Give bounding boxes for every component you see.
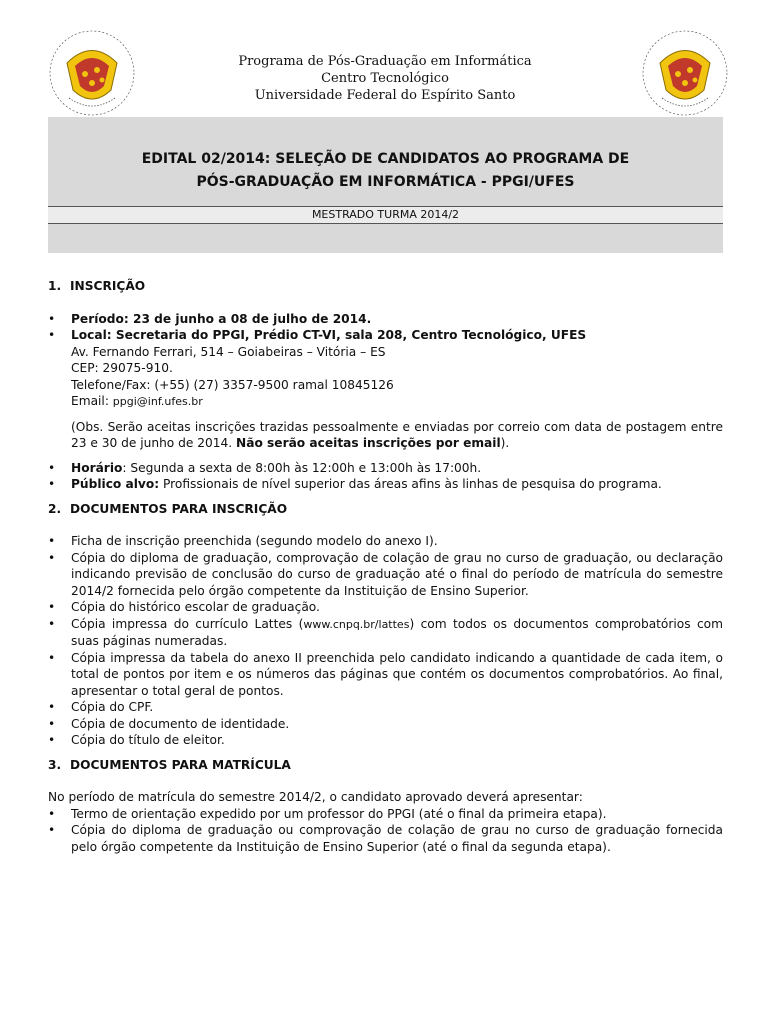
item-text: Cópia do histórico escolar de graduação. xyxy=(71,600,320,614)
divider xyxy=(48,223,723,224)
institution-header xyxy=(0,53,770,104)
email-label: Email: xyxy=(71,394,113,408)
institution-line: Universidade Federal do Espírito Santo xyxy=(254,88,516,103)
section-heading xyxy=(48,278,723,295)
lattes-link[interactable]: www.cnpq.br/lattes xyxy=(303,617,410,631)
bullet: • xyxy=(48,716,56,731)
horario-label: Horário xyxy=(71,460,123,475)
item-text: ) com todos os documentos comprobatórios com suas páginas numeradas. xyxy=(71,616,724,648)
publico-text: Profissionais de nível superior das áreas afins às linhas de pesquisa do programa. xyxy=(159,477,662,491)
obs-text: (Obs. Serão aceitas inscrições trazidas pessoalmente e enviadas por correio com data de postagem entre 23 e 30 de junho de 2014. xyxy=(71,419,723,450)
bullet: • xyxy=(48,733,56,747)
item-text: Cópia do CPF. xyxy=(71,700,154,714)
item-text: Cópia do título de eleitor. xyxy=(71,733,225,747)
list-item xyxy=(48,822,723,855)
local-text: Local: Secretaria do PPGI, Prédio CT-VI, sala 208, Centro Tecnológico, UFES xyxy=(71,328,587,342)
bullet: • xyxy=(48,534,56,548)
list-item xyxy=(48,550,723,600)
documentos-matricula-list xyxy=(48,806,723,856)
bullet: • xyxy=(48,700,56,714)
list-item xyxy=(48,616,723,650)
phone-line: Telefone/Fax: (+55) (27) 3357-9500 ramal 10845126 xyxy=(71,377,394,392)
bullet: • xyxy=(48,328,56,342)
list-item xyxy=(48,599,723,616)
document-body xyxy=(48,278,723,855)
obs-end: ). xyxy=(500,436,510,450)
item-text: Termo de orientação expedido por um professor do PPGI (até o final da primeira etapa). xyxy=(71,806,607,821)
horario-text: : Segunda a sexta de 8:00h às 12:00h e 13:00h às 17:00h. xyxy=(122,460,482,475)
item-text: Cópia impressa do currículo Lattes ( xyxy=(71,616,304,631)
list-item xyxy=(48,533,723,550)
institution-line: Programa de Pós-Graduação em Informática xyxy=(238,54,532,69)
list-item xyxy=(48,476,723,493)
bullet: • xyxy=(48,477,56,491)
email-link[interactable]: ppgi@inf.ufes.br xyxy=(112,395,203,408)
item-text: Ficha de inscrição preenchida (segundo modelo do anexo I). xyxy=(71,534,438,548)
inscricao-list-2 xyxy=(48,460,723,493)
section-number: 1. xyxy=(48,279,62,293)
section-heading xyxy=(48,501,723,518)
bullet: • xyxy=(48,550,56,565)
matricula-intro: No período de matrícula do semestre 2014/2, o candidato aprovado deverá apresentar: xyxy=(48,790,583,804)
cep-line: CEP: 29075-910. xyxy=(71,361,173,375)
periodo-text: Período: 23 de junho a 08 de julho de 2014. xyxy=(71,311,372,326)
list-item xyxy=(48,311,723,328)
section-number: 2. xyxy=(48,501,62,516)
list-item xyxy=(48,806,723,823)
section-title: INSCRIÇÃO xyxy=(70,279,146,293)
item-text: Cópia do diploma de graduação ou comprovação de colação de grau no curso de graduação fornecida pelo órgão competente da Instituição de Ensino Superior (até o final da segunda etapa). xyxy=(71,823,723,854)
document-subtitle: MESTRADO TURMA 2014/2 xyxy=(48,207,723,223)
obs-bold-text: Não serão aceitas inscrições por email xyxy=(236,436,501,450)
bullet: • xyxy=(48,806,56,821)
item-text: Cópia do diploma de graduação, comprovação de colação de grau no curso de graduação, ou declaração indicando previsão de conclusão do curso de graduação até o final do período de matrícula do semestre 2014/2 fornecida pelo órgão competente da Instituição de Ensino Superior. xyxy=(71,550,723,598)
obs-paragraph xyxy=(48,419,723,452)
title-band xyxy=(48,117,723,253)
list-item xyxy=(48,732,723,749)
section-title: DOCUMENTOS PARA MATRÍCULA xyxy=(70,757,291,772)
list-item xyxy=(48,327,723,411)
bullet: • xyxy=(48,460,56,475)
documentos-inscricao-list xyxy=(48,533,723,749)
bullet: • xyxy=(48,650,56,665)
bullet: • xyxy=(48,823,56,837)
item-text: Cópia de documento de identidade. xyxy=(71,716,290,731)
email-line xyxy=(71,393,723,411)
section-heading xyxy=(48,757,723,774)
address-line: Av. Fernando Ferrari, 514 – Goiabeiras – Vitória – ES xyxy=(71,344,386,359)
inscricao-list xyxy=(48,311,723,411)
section-title: DOCUMENTOS PARA INSCRIÇÃO xyxy=(70,501,288,516)
title-line: EDITAL 02/2014: SELEÇÃO DE CANDIDATOS AO PROGRAMA DE xyxy=(141,151,630,167)
bullet: • xyxy=(48,311,56,326)
bullet: • xyxy=(48,616,56,631)
title-line: PÓS-GRADUAÇÃO EM INFORMÁTICA - PPGI/UFES xyxy=(196,174,575,190)
publico-label: Público alvo: xyxy=(71,477,160,491)
list-item xyxy=(48,699,723,716)
document-title xyxy=(48,148,723,194)
institution-line: Centro Tecnológico xyxy=(321,71,449,86)
list-item xyxy=(48,650,723,700)
item-text: Cópia impressa da tabela do anexo II preenchida pelo candidato indicando a quantidade de cada item, o total de pontos por item e os números das páginas que contém os documentos comprobatórios. Ao final, apresentar o total geral de pontos. xyxy=(71,650,723,698)
section-number: 3. xyxy=(48,757,62,772)
bullet: • xyxy=(48,600,56,614)
list-item xyxy=(48,460,723,477)
list-item xyxy=(48,716,723,733)
